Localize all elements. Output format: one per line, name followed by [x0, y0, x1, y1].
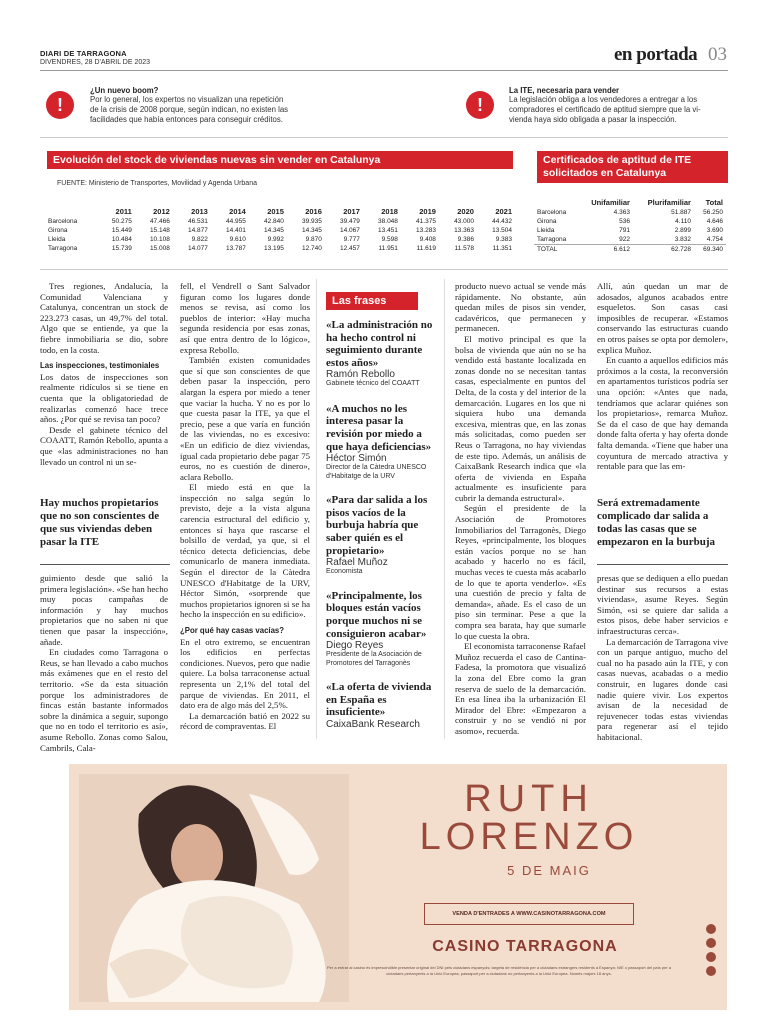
quote-item: [326, 494, 438, 576]
table-row: [534, 217, 726, 226]
table-cell: 44.955: [225, 218, 246, 225]
paragraph: Tres regiones, Andalucía, la Comunidad Valenciana y Catalunya, concentran un stock de 223.273 casas, un 49,7% del total. Algo que se entiende, ya que la fiebre inmobiliaria se dio, sobre todo, en la costa.: [40, 281, 168, 355]
quote-author: Ramón Rebollo: [326, 369, 395, 381]
table-cell: 15.739: [111, 245, 132, 252]
table-cell: 3.690: [706, 227, 723, 234]
table-ite-title: [537, 151, 728, 183]
ad-brand: CASINO TARRAGONA: [432, 938, 618, 955]
table-year-header: 2018: [381, 207, 398, 216]
table-cell: 11.351: [492, 245, 512, 252]
quote-text: «La oferta de vivienda en España es insuficiente»: [326, 681, 432, 719]
info-box-title: ¿Un nuevo boom?: [90, 86, 159, 95]
info-box-line: de la crisis de 2008 porque, según indican, no existen las: [90, 105, 289, 114]
table-ite-title-line: Certificados de aptitud de ITE: [543, 154, 692, 166]
table-header-row: [45, 207, 515, 217]
info-box-title: La ITE, necesaria para vender: [509, 86, 620, 95]
table-cell: 47.466: [149, 218, 170, 225]
quote-author-position: Gabinete técnico del COAATT: [326, 380, 420, 388]
table-cell: 10.108: [149, 236, 170, 243]
quote-author: Héctor Simón: [326, 453, 387, 465]
table-year-header: 2014: [229, 207, 246, 216]
table-cell: 9.598: [381, 236, 398, 243]
paragraph: En el otro extremo, se encuentran los edificios en perfectas condiciones. Nuevos, pero que nadie quiere. La bolsa tarraconense actual representa un 2,1% del total del parque de viviendas. En 2011, el dato era de algo más del 2,5%.: [180, 636, 310, 711]
table-cell: 14.067: [340, 227, 360, 234]
table-cell: 13.787: [225, 245, 246, 252]
table-year-header: 2021: [495, 207, 512, 216]
table-row-label: Tarragona: [48, 245, 78, 252]
paragraph: Allí, aún quedan un mar de adosados, algunos acabados entre esqueletos. Son casas casi imposibles de recuperar. «Estamos conservando las estructuras cuando en otros países se opta por demoler», explica Muñoz.: [597, 281, 728, 355]
paragraph: fell, el Vendrell o Sant Salvador figuran como los lugares donde menos se revisa, así como los pueblos de interior: «Hay mucha segunda residencia por esas zonas, así que entra dentro de lo lógico», expresa Rebollo.: [180, 281, 310, 355]
boxes-rule: [40, 137, 728, 138]
table-cell: 13.363: [454, 227, 474, 234]
table-stock-source: FUENTE: Ministerio de Transportes, Movilidad y Agenda Urbana: [57, 180, 257, 187]
subheading: ¿Por qué hay casas vacías?: [180, 626, 285, 635]
table-row: [45, 226, 515, 235]
info-box-line: Por lo general, los expertos no visualizan una repetición: [90, 95, 284, 104]
table-cell: 11.578: [454, 245, 474, 252]
article-column-5a: [597, 281, 728, 489]
header-rule: [40, 70, 728, 71]
info-box-line: vienda haya sido obligada a pasar la inspección.: [509, 115, 677, 124]
quote-author-position: Economista: [326, 568, 363, 576]
quote-item: [326, 319, 438, 389]
table-column-header: Total: [705, 198, 723, 207]
pull-quote-rule: [40, 564, 170, 565]
publication-name: DIARI DE TARRAGONA: [40, 49, 127, 58]
table-year-header: 2015: [267, 207, 284, 216]
subheading: Las inspecciones, testimoniales: [40, 361, 160, 371]
table-row: [534, 208, 726, 217]
column-divider: [444, 279, 445, 739]
table-cell: 11.951: [378, 245, 398, 252]
table-cell: 11.619: [416, 245, 436, 252]
table-year-header: 2011: [115, 207, 132, 216]
quote-author: CaixaBank Research: [326, 718, 420, 730]
table-year-header: 2019: [419, 207, 436, 216]
table-row-label: Barcelona: [537, 209, 567, 216]
table-cell: 922: [619, 236, 630, 243]
table-row-label: TOTAL: [534, 245, 578, 255]
table-cell: 38.048: [378, 218, 398, 225]
facebook-icon[interactable]: [706, 938, 716, 948]
quote-text: «La administración no ha hecho control ni seguimiento durante estos años»: [326, 319, 433, 369]
frases-title: Las frases: [326, 292, 418, 310]
table-cell: 13.283: [416, 227, 436, 234]
table-stock: [45, 207, 515, 253]
table-cell: 41.375: [416, 218, 436, 225]
table-cell: 43.000: [454, 218, 474, 225]
table-cell: 9.610: [229, 236, 246, 243]
table-cell: 14.877: [187, 227, 208, 234]
quote-text: «Para dar salida a los pisos vacíos de la burbuja habría que saber quién es el propietario»: [326, 494, 428, 557]
table-row: [534, 245, 726, 255]
table-row-label: Lleida: [48, 236, 66, 243]
tables-rule: [40, 269, 728, 270]
table-row-label: Tarragona: [537, 236, 567, 243]
table-column-header: Plurifamiliar: [647, 198, 691, 207]
table-cell: 42.840: [263, 218, 284, 225]
ad-fine-print: Per a entrar al casino és imprescindible presentar original del DNI pels ciutadans espanyols; targeta de residència per a ciutadans estrangers residents a Espanya; NIE o passaport del país per a ciutadans pertanyents a la Unió Europea; passaport per a ciutadans no pertanyents a la Unió Europea. Només majors 18 anys.: [327, 965, 671, 976]
pull-quote-rule: [597, 564, 728, 565]
paragraph: En ciudades como Tarragona o Reus, se han llevado a cabo muchos más exámenes que en el resto del territorio. «Se da esta situación porque los administradores de fincas están bastante informados sobre la dinámica a seguir, supongo que no en todo el territorio es así», asume Rebollo. Zonas como Salou, Cambrils, Cala-: [40, 647, 168, 753]
table-cell: 9.822: [191, 236, 208, 243]
table-ite-title-line: solicitados en Catalunya: [543, 167, 667, 179]
paragraph: producto nuevo actual se vende más rápidamente. No obstante, aún quedan miles de pisos sin vender, cadavéricos, que permanecen y permanecen.: [455, 281, 586, 334]
info-box-line: compradores el certificado de aptitud siempre que la vi-: [509, 105, 701, 114]
table-cell: 9.777: [343, 236, 360, 243]
info-box-ite: [509, 86, 734, 125]
table-year-header: 2016: [305, 207, 322, 216]
ad-tickets[interactable]: VENDA D'ENTRADES A WWW.CASINOTARRAGONA.COM: [424, 903, 634, 925]
frases-list: [326, 319, 438, 730]
alert-icon: !: [466, 91, 494, 119]
info-box-line: facilidades que había entonces para conseguir créditos.: [90, 115, 283, 124]
table-cell: 4.363: [613, 209, 630, 216]
table-row-label: Girona: [537, 218, 557, 225]
table-row-label: Barcelona: [48, 218, 78, 225]
paragraph: presas que se dediquen a ello puedan destinar sus recursos a estas viviendas», asume Reyes. Según Simón, «si se quiere dar salida a estos pisos, debe haber servicios e infraestructuras cerca».: [597, 573, 728, 636]
table-row: [45, 217, 515, 226]
table-cell: 12.740: [302, 245, 322, 252]
table-cell: 13.195: [263, 245, 284, 252]
table-row-label: Girona: [48, 227, 68, 234]
twitter-icon[interactable]: [706, 924, 716, 934]
paragraph: El motivo principal es que la bolsa de vivienda que aún no se ha vendido está bastante localizada en zonas donde no se necesitan tantas casas, especialmente en puntos del Delta, de la costa y del interior de la demarcación. Lugares en los que ni siquiera hubo una demanda excesiva, mientras que, en las zonas más solicitadas, como pueden ser Reus o Tarragona, no hay viviendas de este tipo. Además, un análisis de CaixaBank Research indica que «la oferta de vivienda en España actualmente es insuficiente para cubrir la demanda estructural».: [455, 333, 586, 503]
quote-author: Diego Reyes: [326, 640, 384, 652]
table-cell: 9.408: [419, 236, 436, 243]
quote-item: [326, 403, 438, 481]
paragraph: Desde el gabinete técnico del COAATT, Ramón Rebollo, apunta a que «las administraciones no han llevado un control ni un se-: [40, 424, 168, 467]
pull-quote: Hay muchos propietarios que no son conscientes de que sus viviendas deben pasar la ITE: [40, 497, 160, 548]
paragraph: En cuanto a aquellos edificios más próximos a la costa, la reconversión en apartamentos turísticos podría ser una opción: «Antes que nada, tendríamos que aclarar quiénes son los propietarios», remarca Muñoz. Se da el caso de que hay demanda donde falta oferta y hay oferta donde falta demanda. «Tiene que haber una coyuntura de mercado atractiva y rentable para que las em-: [597, 355, 728, 472]
issue-date: DIVENDRES, 28 D'ABRIL DE 2023: [40, 59, 151, 66]
table-cell: 6.612: [578, 245, 633, 255]
table-year-header: 2017: [343, 207, 360, 216]
ad-artist-first: RUTH: [464, 778, 594, 820]
paragraph: La demarcación de Tarragona vive con un parque antiguo, mucho del cual no ha pasado aún la ITE, y con casas nuevas, acabadas o a medio construir, en lugares donde casi nadie quiere vivir. Los expertos avisan de la necesidad de rejuvenecer todas estas viviendas para regenerar así el tejido habitacional.: [597, 636, 728, 742]
advertisement-casino[interactable]: [69, 764, 727, 1010]
quote-item: [326, 590, 438, 668]
table-cell: 14.345: [302, 227, 322, 234]
paragraph: El economista tarraconense Rafael Muñoz recuerda el caso de Cantina-Fadesa, la promotora que visualizó la zona del Ebre como la gran reserva de suelo de la demarcación. En esa línea iba la urbanización El Mirador del Ebre: «Empezaron a construir y no se vendió ni por asomo», recuerda.: [455, 641, 586, 736]
article-column-1a: [40, 281, 168, 486]
quote-item: [326, 681, 438, 730]
paragraph: Según el presidente de la Asociación de Promotores Inmobiliarios del Tarragonès, Diego Reyes, «principalmente, los bloques están vacíos porque no se han acabado y hacerlo no es fácil, muchas veces te cuesta más acabarlo de lo que te aporta venderlo». «Es una cuestión de precio y falta de demanda», añade. Es el caso de un piso sin terminar. Pese a que la compra sea barata, hay que sumarle lo que cuesta la obra.: [455, 503, 586, 641]
quote-author: Rafael Muñoz: [326, 557, 388, 569]
table-cell: 14.077: [187, 245, 208, 252]
table-cell: 9.992: [267, 236, 284, 243]
paragraph: guimiento desde que salió la primera legislación». «Se han hecho muy pocas campañas de información y hay muchos propietarios que no saben ni que tienen que pasar la inspección», añade.: [40, 573, 168, 647]
info-box-line: La legislación obliga a los vendedores a entregar a los: [509, 95, 698, 104]
table-cell: 13.504: [492, 227, 512, 234]
quote-author-position: Director de la Càtedra UNESCO d'Habitatge de la URV: [326, 464, 427, 480]
table-cell: 51.887: [671, 209, 691, 216]
table-cell: 4.754: [706, 236, 723, 243]
table-row: [534, 226, 726, 235]
table-cell: 9.383: [495, 236, 512, 243]
table-year-header: 2020: [457, 207, 474, 216]
table-row-label: Lleida: [537, 227, 555, 234]
article-column-5b: [597, 573, 728, 742]
table-cell: 536: [619, 218, 630, 225]
table-cell: 14.401: [225, 227, 246, 234]
paragraph: La demarcación batió en 2022 su récord de compraventas. El: [180, 710, 310, 732]
table-cell: 56.250: [703, 209, 723, 216]
table-header-row: [534, 198, 726, 208]
alert-icon: !: [46, 91, 74, 119]
table-cell: 9.386: [457, 236, 474, 243]
table-row: [45, 244, 515, 253]
quote-author-position: Presidente de la Asociación de Promotores del Tarragonès: [326, 651, 422, 667]
table-cell: 69.340: [694, 245, 726, 255]
ad-social-icons: [706, 924, 718, 976]
info-box-boom: [90, 86, 350, 125]
paragraph: El miedo está en que la inspección no salga según lo previsto, deje a la vista alguna carencia estructural del edificio y, entonces sí haya que rascarse el bolsillo de verdad, ya que, si el técnico detecta deficiencias, debe comunicarlo de manera inmediata. Según el director de la Càtedra UNESCO d'Habitatge de la URV, Héctor Simón, «sorprende que muchos propietarios ignoren si se ha hecho la inspección en su edificio».: [180, 482, 310, 620]
table-cell: 10.484: [111, 236, 132, 243]
table-cell: 4.646: [706, 218, 723, 225]
page-number: 03: [708, 44, 727, 65]
instagram-icon[interactable]: [706, 952, 716, 962]
quote-text: «A muchos no les interesa pasar la revisión por miedo a que haya deficiencias»: [326, 402, 432, 453]
paragraph: Los datos de inspecciones son realmente ridículos si se tiene en cuenta que la obligatoriedad de realizarlas comenzó hace trece años. ¿Por qué se revisa tan poco?: [40, 371, 168, 425]
table-row: [534, 235, 726, 245]
table-cell: 62.728: [633, 245, 694, 255]
column-divider: [316, 279, 317, 739]
table-cell: 14.345: [263, 227, 284, 234]
pull-quote: Será extremadamente complicado dar salida a todas las casas que se empezaron en la burbuja: [597, 497, 716, 548]
table-cell: 44.432: [492, 218, 512, 225]
table-cell: 2.899: [674, 227, 691, 234]
table-cell: 791: [619, 227, 630, 234]
table-year-header: 2012: [153, 207, 170, 216]
table-cell: 4.110: [675, 218, 691, 225]
section-name: en portada: [614, 44, 698, 65]
quote-text: «Principalmente, los bloques están vacíos porque muchos ni se consiguieron acabar»: [326, 589, 427, 640]
paragraph: También existen comunidades que sí que son conscientes de que deben pasar la inspección, pero alargan la espera por miedo a tener que vaciar la hucha. Y no es por lo que cuesta pasar la ITE, ya que el precio, pese a que varía en función de las viviendas, no es excesivo: «En un edificio de diez viviendas, igual cada propietario debe pagar 75 euros, no es cuestión de dinero», aclara Rebollo.: [180, 355, 310, 482]
article-column-2: [180, 281, 310, 739]
table-cell: 50.275: [111, 218, 132, 225]
table-cell: 9.870: [305, 236, 322, 243]
table-cell: 12.457: [340, 245, 360, 252]
table-row: [45, 235, 515, 244]
table-cell: 3.832: [674, 236, 691, 243]
youtube-icon[interactable]: [706, 966, 716, 976]
table-cell: 13.451: [378, 227, 398, 234]
table-cell: 15.148: [149, 227, 170, 234]
article-column-4: [455, 281, 586, 739]
table-cell: 46.531: [187, 218, 208, 225]
table-cell: 15.008: [149, 245, 170, 252]
table-cell: 39.935: [302, 218, 322, 225]
table-stock-title: Evolución del stock de viviendas nuevas sin vender en Catalunya: [47, 151, 513, 169]
table-year-header: 2013: [191, 207, 208, 216]
table-column-header: Unifamiliar: [591, 198, 630, 207]
table-cell: 15.449: [111, 227, 132, 234]
article-column-1b: [40, 573, 168, 753]
table-cell: 39.479: [340, 218, 360, 225]
ad-artist-last: LORENZO: [419, 816, 639, 858]
table-ite: [534, 198, 726, 254]
ad-date: 5 DE MAIG: [507, 863, 591, 878]
